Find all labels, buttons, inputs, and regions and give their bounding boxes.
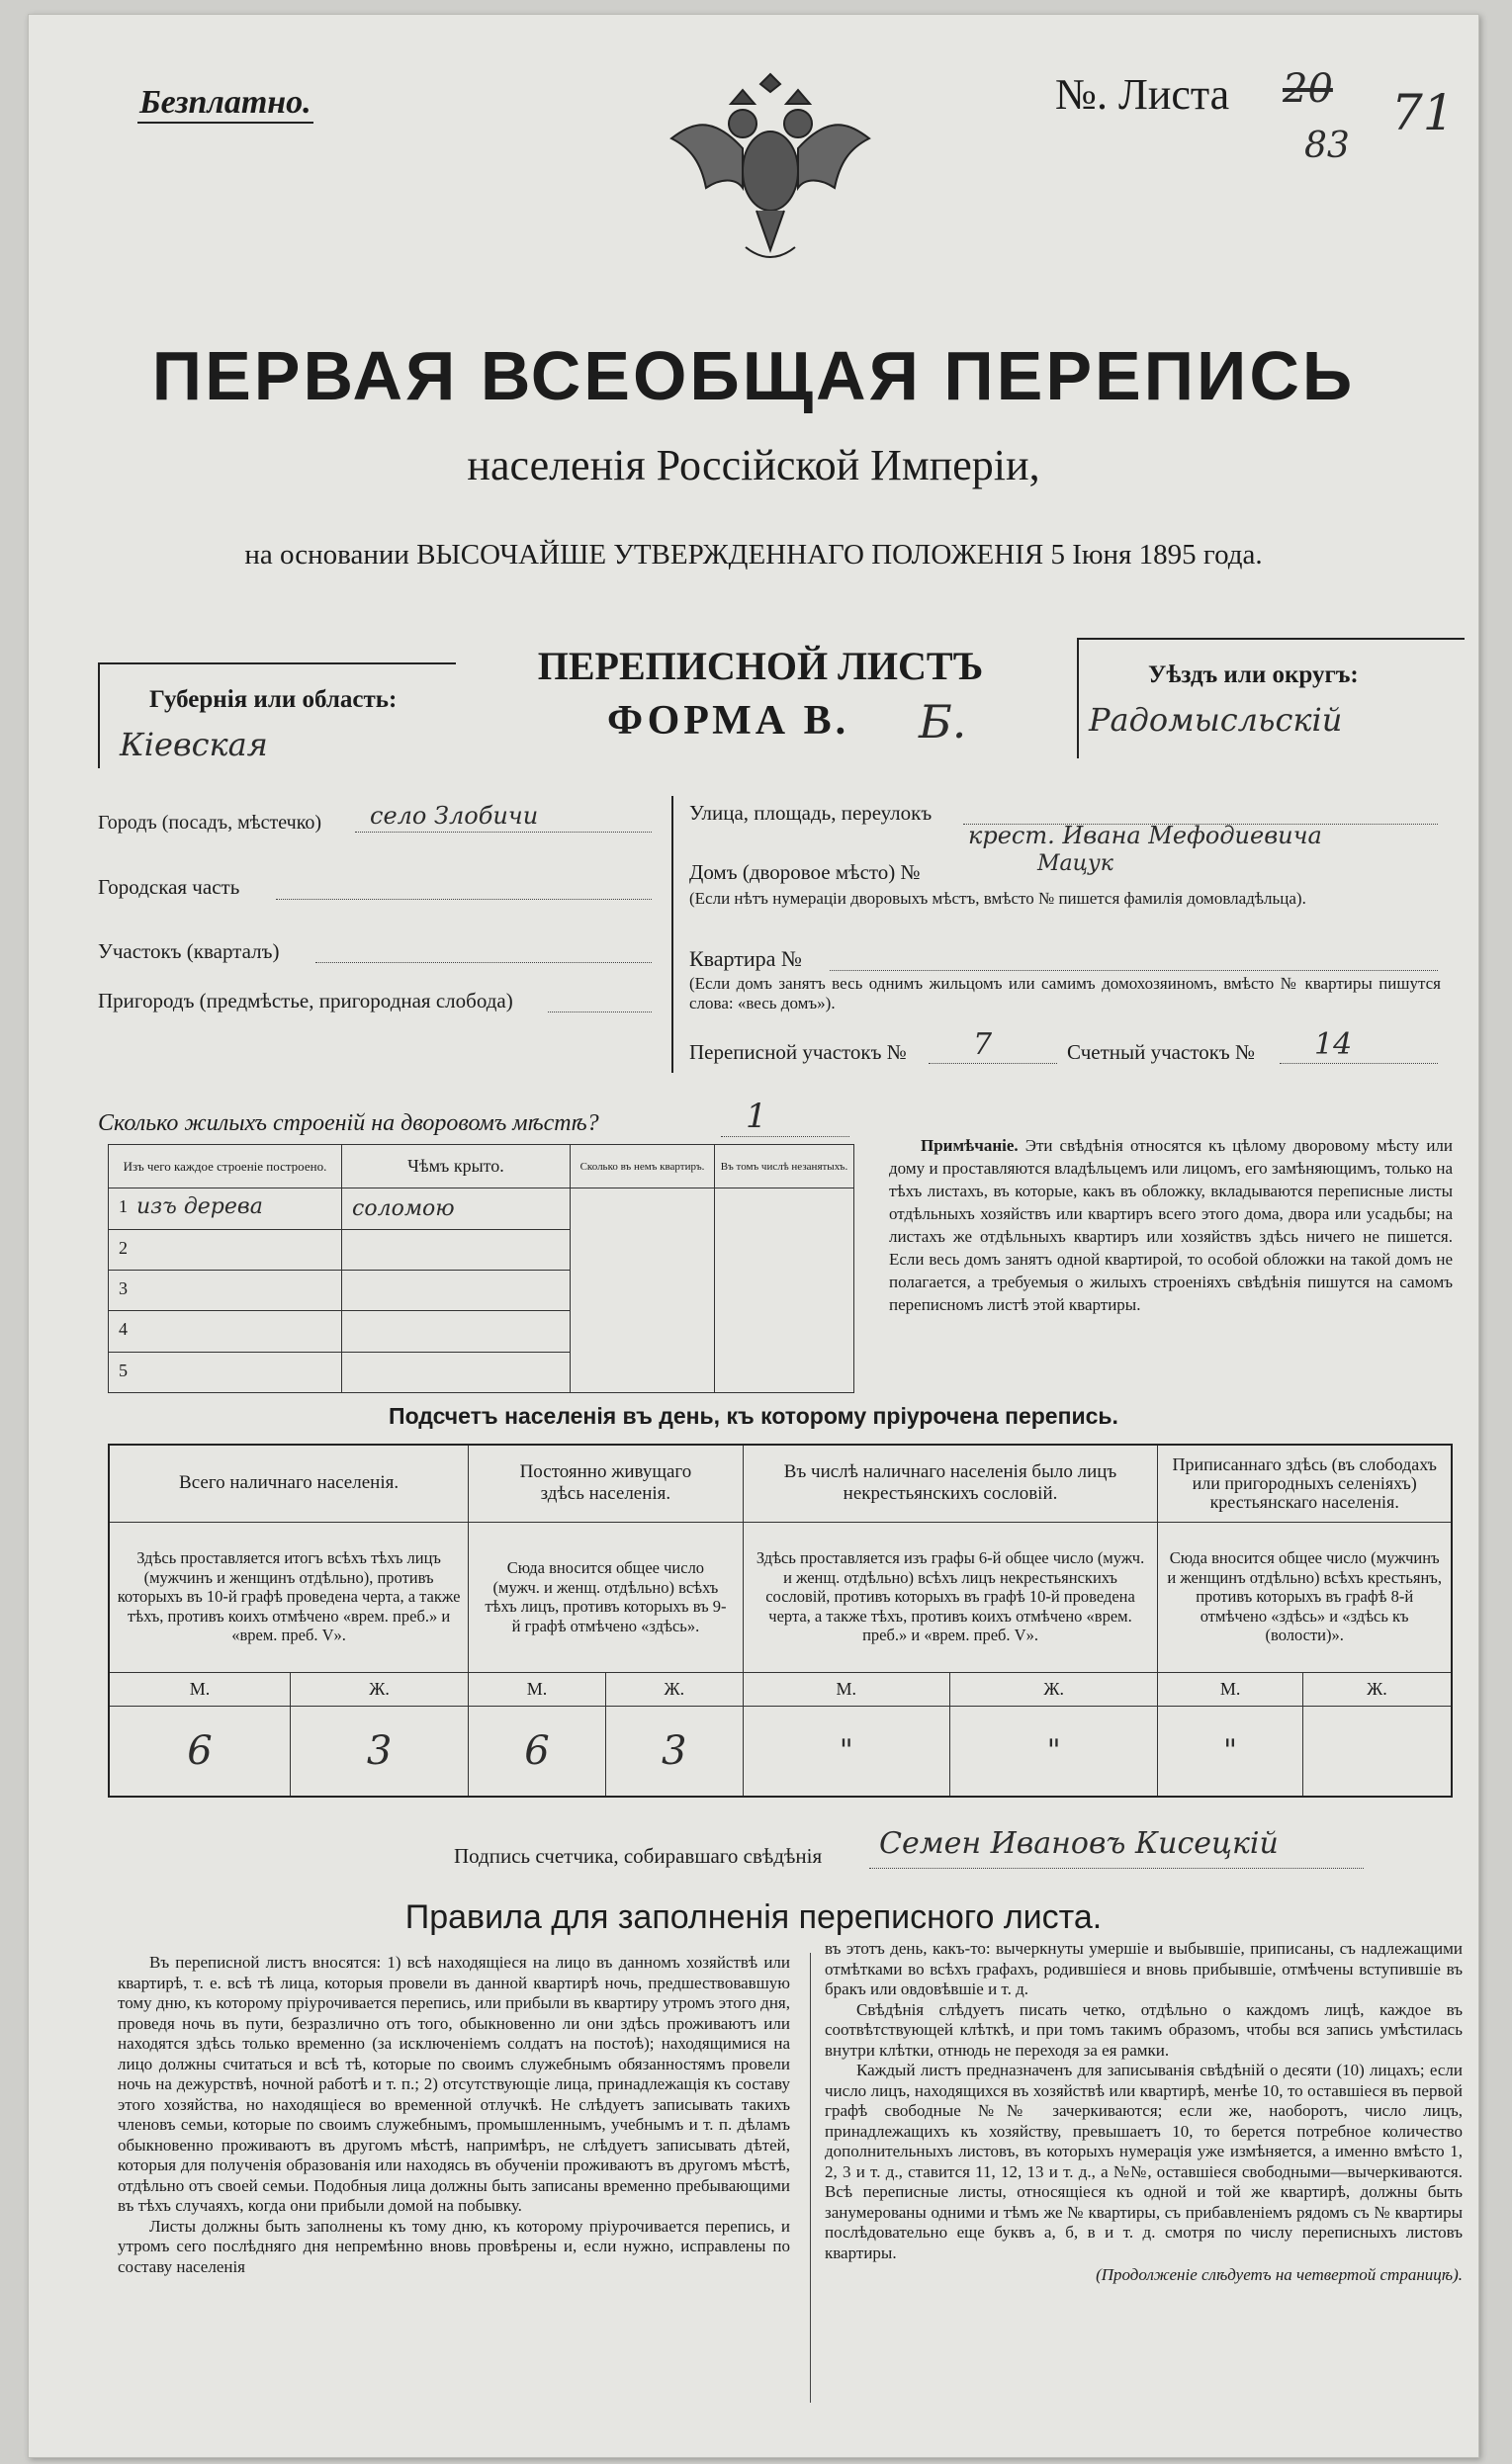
house-note: (Если нѣтъ нумераціи дворовыхъ мѣстъ, вмѣсто № пишется фамилія домовладѣльца). (689, 889, 1306, 908)
buildings-note (889, 1134, 1453, 1316)
apartment-label: Квартира № (689, 946, 802, 971)
pop-col2-f: 3 (605, 1706, 743, 1797)
pop-col2-title: Постоянно живущаго здѣсь населенія. (469, 1445, 744, 1522)
buildings-question: Сколько жилыхъ строеній на дворовомъ мѣстѣ? (98, 1110, 599, 1136)
legal-basis: на основании ВЫСОЧАЙШЕ УТВЕРЖДЕННАГО ПОЛОЖЕНІЯ 5 Іюня 1895 года. (244, 539, 1263, 571)
house-value-2: Мацук (1037, 851, 1113, 876)
sheet-number-handwritten: 83 (1304, 126, 1350, 166)
main-title: ПЕРВАЯ ВСЕОБЩАЯ ПЕРЕПИСЬ (151, 337, 1356, 414)
buildings-answer: 1 (746, 1097, 767, 1136)
m-label: М. (1158, 1672, 1302, 1706)
sheet-title: ПЕРЕПИСНОЙ ЛИСТЪ (537, 644, 984, 688)
m-label: М. (109, 1672, 291, 1706)
census-sheet (28, 14, 1479, 2458)
sheet-number-label: №. Листа (1055, 70, 1230, 119)
rules-continued: (Продолженіе слѣдуетъ на четвертой страницѣ). (1096, 2265, 1463, 2284)
pop-col1-desc: Здѣсь проставляется итогъ всѣхъ тѣхъ лицъ (мужчинъ и женщинъ отдѣльно), противъ которыхъ въ 10-й графѣ проведена черта, а также тѣхъ, противъ коихъ отмѣчено «врем. преб.» и «врем. преб. V». (109, 1522, 469, 1672)
col-apts: Сколько въ немъ квартиръ. (571, 1145, 715, 1188)
rules-right-p2: Свѣдѣнія слѣдуетъ писать четко, отдѣльно о каждомъ лицѣ, каждое въ соотвѣтствующей клѣткѣ, и при томъ такимъ образомъ, чтобы вся запись умѣстилась внутри клѣтки, отнюдь не переходя за ея рамки. (825, 1999, 1463, 2060)
pop-col4-desc: Сюда вносится общее число (мужчинъ и женщинъ отдѣльно) всѣхъ крестьянъ, противъ которыхъ въ графѣ 8-й отмѣчено «здѣсь» и «здѣсь къ (волости)». (1158, 1522, 1452, 1672)
form-label: ФОРМА В. (607, 698, 850, 744)
census-area-label: Переписной участокъ № (689, 1040, 907, 1064)
pop-col2-desc: Сюда вносится общее число (мужч. и женщ. отдѣльно) всѣхъ тѣхъ лицъ, противъ которыхъ въ 9-й графѣ отмѣчено «здѣсь». (469, 1522, 744, 1672)
population-table (108, 1444, 1453, 1798)
rules-right-p3: Каждый листъ предназначенъ для записыванія свѣдѣній о десяти (10) лицахъ; если число лицъ, находящихся въ хозяйствѣ или квартирѣ, менѣе 10, то оставшіеся въ первой графѣ свободные №№ зачеркиваются; если же, наоборотъ, число лицъ, принадлежащихъ къ хозяйству, превышаетъ 10, то берется потребное количество дополнительныхъ листовъ, въ которыхъ нумерація уже измѣняется, а именно вмѣсто 1, 2, 3 и т. д., ставится 11, 12, 13 и т. д., а №№, оставшіеся свободными—вычеркиваются. Всѣ переписные листы, относящіеся къ одной и той же квартирѣ, должны быть занумерованы одними и тѣмъ же № квартиры, съ прибавленіемъ рядомъ съ № квартиры послѣдовательно еще буквъ а, б, в и т. д. смотря по числу переписныхъ листовъ квартиры. (825, 2061, 1463, 2262)
f-label: Ж. (291, 1672, 469, 1706)
city-part-label: Городская часть (98, 875, 240, 899)
f-label: Ж. (1302, 1672, 1452, 1706)
province-box (98, 662, 456, 768)
row-number: 3 (119, 1278, 128, 1298)
col-roof: Чѣмъ крыто. (342, 1145, 571, 1188)
sheet-number-handwritten-2: 71 (1391, 84, 1455, 141)
city-part-line (276, 899, 652, 900)
rules-left-p2: Листы должны быть заполнены къ тому дню, къ которому пріурочивается перепись, и утромъ сего послѣдняго дня непремѣнно вновь провѣрены и, если нужно, исправлены по составу населенія (118, 2216, 790, 2276)
row-number: 1 (119, 1196, 128, 1217)
apartment-note: (Если домъ занятъ весь однимъ жильцомъ или самимъ домохозяиномъ, вмѣсто № квартиры пишутся слова: «весь домъ»). (689, 974, 1441, 1012)
sheet-number-struck: 20 (1283, 66, 1333, 112)
suburb-label: Пригородъ (предмѣстье, пригородная слобода) (98, 989, 513, 1012)
pop-col4-m: " (1158, 1706, 1302, 1797)
f-label: Ж. (949, 1672, 1157, 1706)
pop-col3-desc: Здѣсь проставляется изъ графы 6-й общее число (мужч. и женщ. отдѣльно) всѣхъ лицъ некрестьянскихъ сословій, противъ которыхъ въ графѣ 10-й проведена черта, а также тѣхъ, противъ коихъ отмѣчено «врем. преб.» и «врем. преб. V». (743, 1522, 1158, 1672)
signature-label: Подпись счетчика, собиравшаго свѣдѣнія (454, 1844, 823, 1868)
m-label: М. (469, 1672, 606, 1706)
district-value: Радомысльскій (1089, 701, 1343, 739)
count-area-line (1280, 1063, 1438, 1064)
district-box (1077, 638, 1465, 758)
apartment-line (830, 970, 1438, 971)
province-label: Губернія или область: (149, 686, 398, 713)
built-value: изъ дерева (136, 1194, 263, 1220)
row-number: 5 (119, 1360, 128, 1380)
city-line (355, 832, 652, 833)
rules-divider (810, 1953, 811, 2403)
note-text: Эти свѣдѣнія относятся къ цѣлому дворовому мѣсту или дому и проставляются владѣльцемъ или лицомъ, его замѣняющимъ, только на тѣхъ листахъ, въ которые, какъ въ обложку, вкладываются переписные листы отдѣльныхъ хозяйствъ или квартиръ всего этого дома, двора или усадьбы; на листахъ же отдѣльныхъ квартиръ или хозяйствъ здѣсь ничего не пишется. Если весь домъ занятъ одной квартирой, то особой обложки на такой домъ не полагается, а требуемыя о жилыхъ строеніяхъ свѣдѣнія пишутся на самомъ переписномъ листѣ этой квартиры. (889, 1136, 1453, 1314)
roof-value: соломою (352, 1196, 455, 1221)
f-label: Ж. (605, 1672, 743, 1706)
signature-value: Семен Ивановъ Кисецкій (879, 1826, 1279, 1861)
census-area-line (929, 1063, 1057, 1064)
pop-col1-m: 6 (109, 1706, 291, 1797)
population-heading: Подсчетъ населенія въ день, къ которому пріурочена перепись. (389, 1403, 1118, 1429)
pop-col3-m: " (743, 1706, 949, 1797)
m-label: М. (743, 1672, 949, 1706)
district-label: Уѣздъ или округъ: (1148, 661, 1359, 688)
table-row (109, 1188, 854, 1229)
pop-col3-title: Въ числѣ наличнаго населенія было лицъ некрестьянскихъ сословій. (743, 1445, 1158, 1522)
rules-left-p1: Въ переписной листъ вносятся: 1) всѣ находящіеся на лицо въ данномъ хозяйствѣ или квартирѣ, т. е. всѣ тѣ лица, которыя провели въ данной квартирѣ ночь, предшествовавшую тому дню, къ которому пріурочивается перепись, или прибыли въ квартиру утромъ этого дня, проведя ночь въ пути, безразлично отъ того, обыкновенно ли они здѣсь проживаютъ или находятся здѣсь только временно (за исключеніемъ солдатъ на постоѣ); находящимися на лицо должны считаться и всѣ тѣ, которые по своимъ служебнымъ обязанностямъ провели ночь на дежурствѣ, ночной работѣ и т. п.; 2) отсутствующіе лица, принадлежащія къ составу этого хозяйства, но находящіеся во временной отлучкѣ. Не слѣдуетъ записывать такихъ членовъ семьи, которые по своимъ служебнымъ, промышленнымъ, учебнымъ и т. п. дѣламъ обыкновенно проживаютъ въ другомъ мѣстѣ, напримѣръ, не слѣдуетъ записывать дѣтей, которыя для полученія образованія или находясь въ обученіи проживаютъ въ другомъ мѣстѣ, отдѣльно отъ своей семьи. Подобныя лица должны быть записаны временно пребывающими въ тѣхъ случаяхъ, когда они прибыли домой на побывку. (118, 1953, 790, 2215)
pop-col2-m: 6 (469, 1706, 606, 1797)
census-area-value: 7 (973, 1027, 993, 1062)
pop-col4-title: Приписаннаго здѣсь (въ слободахъ или пригородныхъ селеніяхъ) крестьянскаго населенія. (1158, 1445, 1452, 1522)
street-label: Улица, площадь, переулокъ (689, 801, 933, 825)
rules-right-p1: въ этотъ день, какъ-то: вычеркнуты умершіе и выбывшіе, приписаны, съ надлежащими отмѣтками во всѣхъ графахъ, родившіеся и вновь прибывшіе, отмѣчены вступившіе въ бракъ или овдовѣвшіе и т. д. (825, 1939, 1463, 1998)
precinct-label: Участокъ (кварталъ) (98, 939, 280, 963)
signature-line (869, 1868, 1364, 1869)
col-built: Изъ чего каждое строеніе построено. (109, 1145, 342, 1188)
address-divider (671, 796, 673, 1073)
buildings-answer-line (721, 1136, 849, 1137)
pop-col4-f (1302, 1706, 1452, 1797)
row-number: 4 (119, 1319, 128, 1340)
col-vacant: Въ томъ числѣ незанятыхъ. (715, 1145, 854, 1188)
count-area-value: 14 (1314, 1027, 1353, 1062)
count-area-label: Счетный участокъ № (1067, 1040, 1256, 1064)
buildings-table (108, 1144, 854, 1393)
free-label: Безплатно. (137, 84, 313, 124)
house-value: крест. Ивана Мефодиевича (968, 822, 1322, 849)
precinct-line (315, 962, 652, 963)
rules-left-column (118, 1953, 790, 2277)
note-title: Примѣчаніе. (921, 1136, 1019, 1155)
pop-col3-f: " (949, 1706, 1157, 1797)
subtitle: населенія Россійской Имперіи, (467, 441, 1040, 489)
rules-right-column (825, 1939, 1463, 2286)
pop-col1-title: Всего наличнаго населенія. (109, 1445, 469, 1522)
rules-heading: Правила для заполненія переписного листа. (404, 1898, 1103, 1936)
city-label: Городъ (посадъ, мѣстечко) (98, 812, 322, 834)
form-letter: Б. (919, 695, 967, 748)
pop-col1-f: 3 (291, 1706, 469, 1797)
city-value: село Злобичи (370, 802, 539, 830)
coat-of-arms (662, 54, 879, 282)
house-label: Домъ (дворовое мѣсто) № (689, 860, 921, 884)
province-value: Кіевская (120, 726, 268, 763)
row-number: 2 (119, 1237, 128, 1258)
